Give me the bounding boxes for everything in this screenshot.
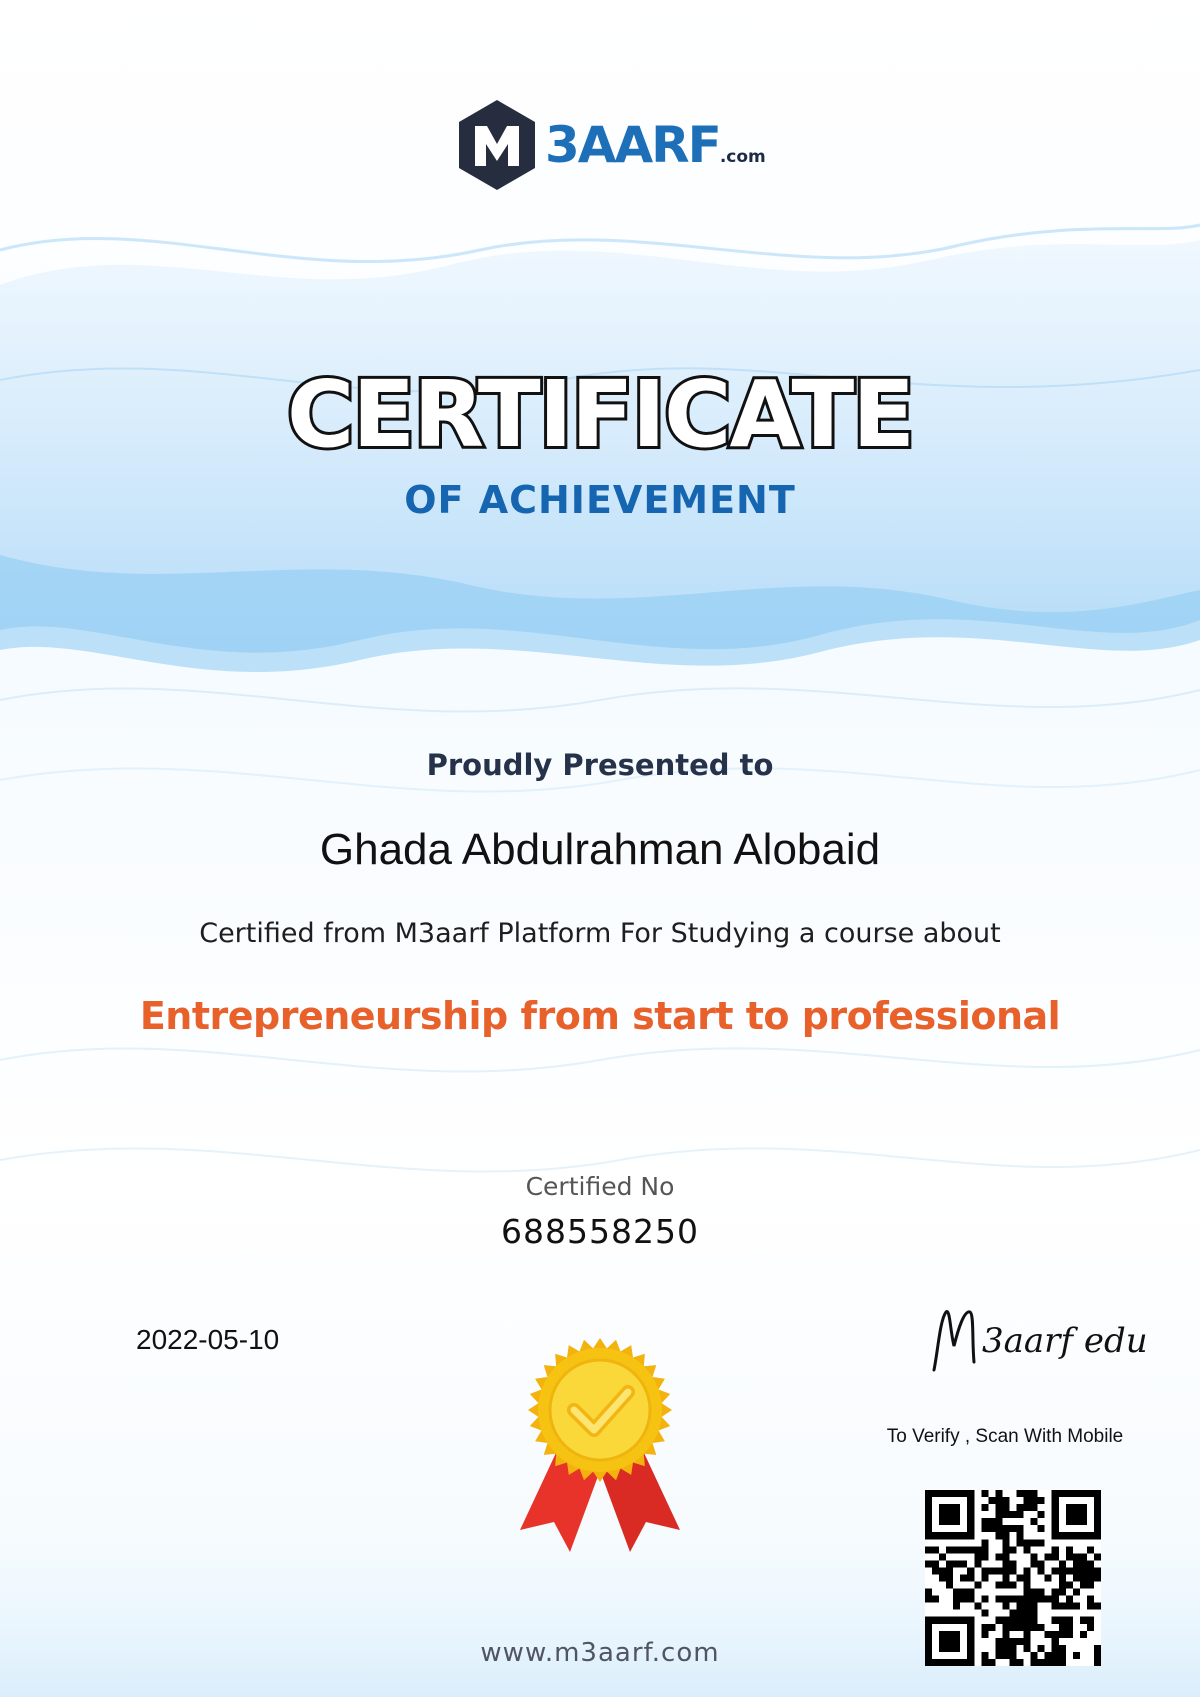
certificate-subtitle: OF ACHIEVEMENT (404, 478, 796, 522)
m3aarf-logo (455, 98, 766, 194)
verify-instructions: To Verify , Scan With Mobile (886, 1426, 1124, 1447)
certificate-title (0, 358, 1200, 468)
logo-name: 3AARF (545, 116, 720, 174)
certified-from-text: Certified from M3aarf Platform For Studying a course about (199, 918, 1001, 949)
signature (920, 1300, 1148, 1380)
svg-text:3aarf edu: 3aarf edu (982, 1321, 1148, 1361)
logo-suffix: .com (719, 147, 766, 167)
certificate-number: 688558250 (501, 1212, 699, 1251)
issue-date: 2022-05-10 (136, 1324, 280, 1355)
presented-to-label: Proudly Presented to (426, 748, 774, 782)
certificate-number-label: Certified No (525, 1172, 675, 1201)
course-name: Entrepreneurship from start to professional (139, 994, 1061, 1038)
recipient-name: Ghada Abdulrahman Alobaid (319, 825, 881, 874)
title-text: CERTIFICATE (286, 361, 914, 468)
logo-wordmark (545, 116, 766, 174)
website-url[interactable]: www.m3aarf.com (480, 1638, 720, 1668)
hexagon-m-logo-icon (455, 98, 539, 192)
gold-medal-ribbon-icon (512, 1330, 688, 1556)
